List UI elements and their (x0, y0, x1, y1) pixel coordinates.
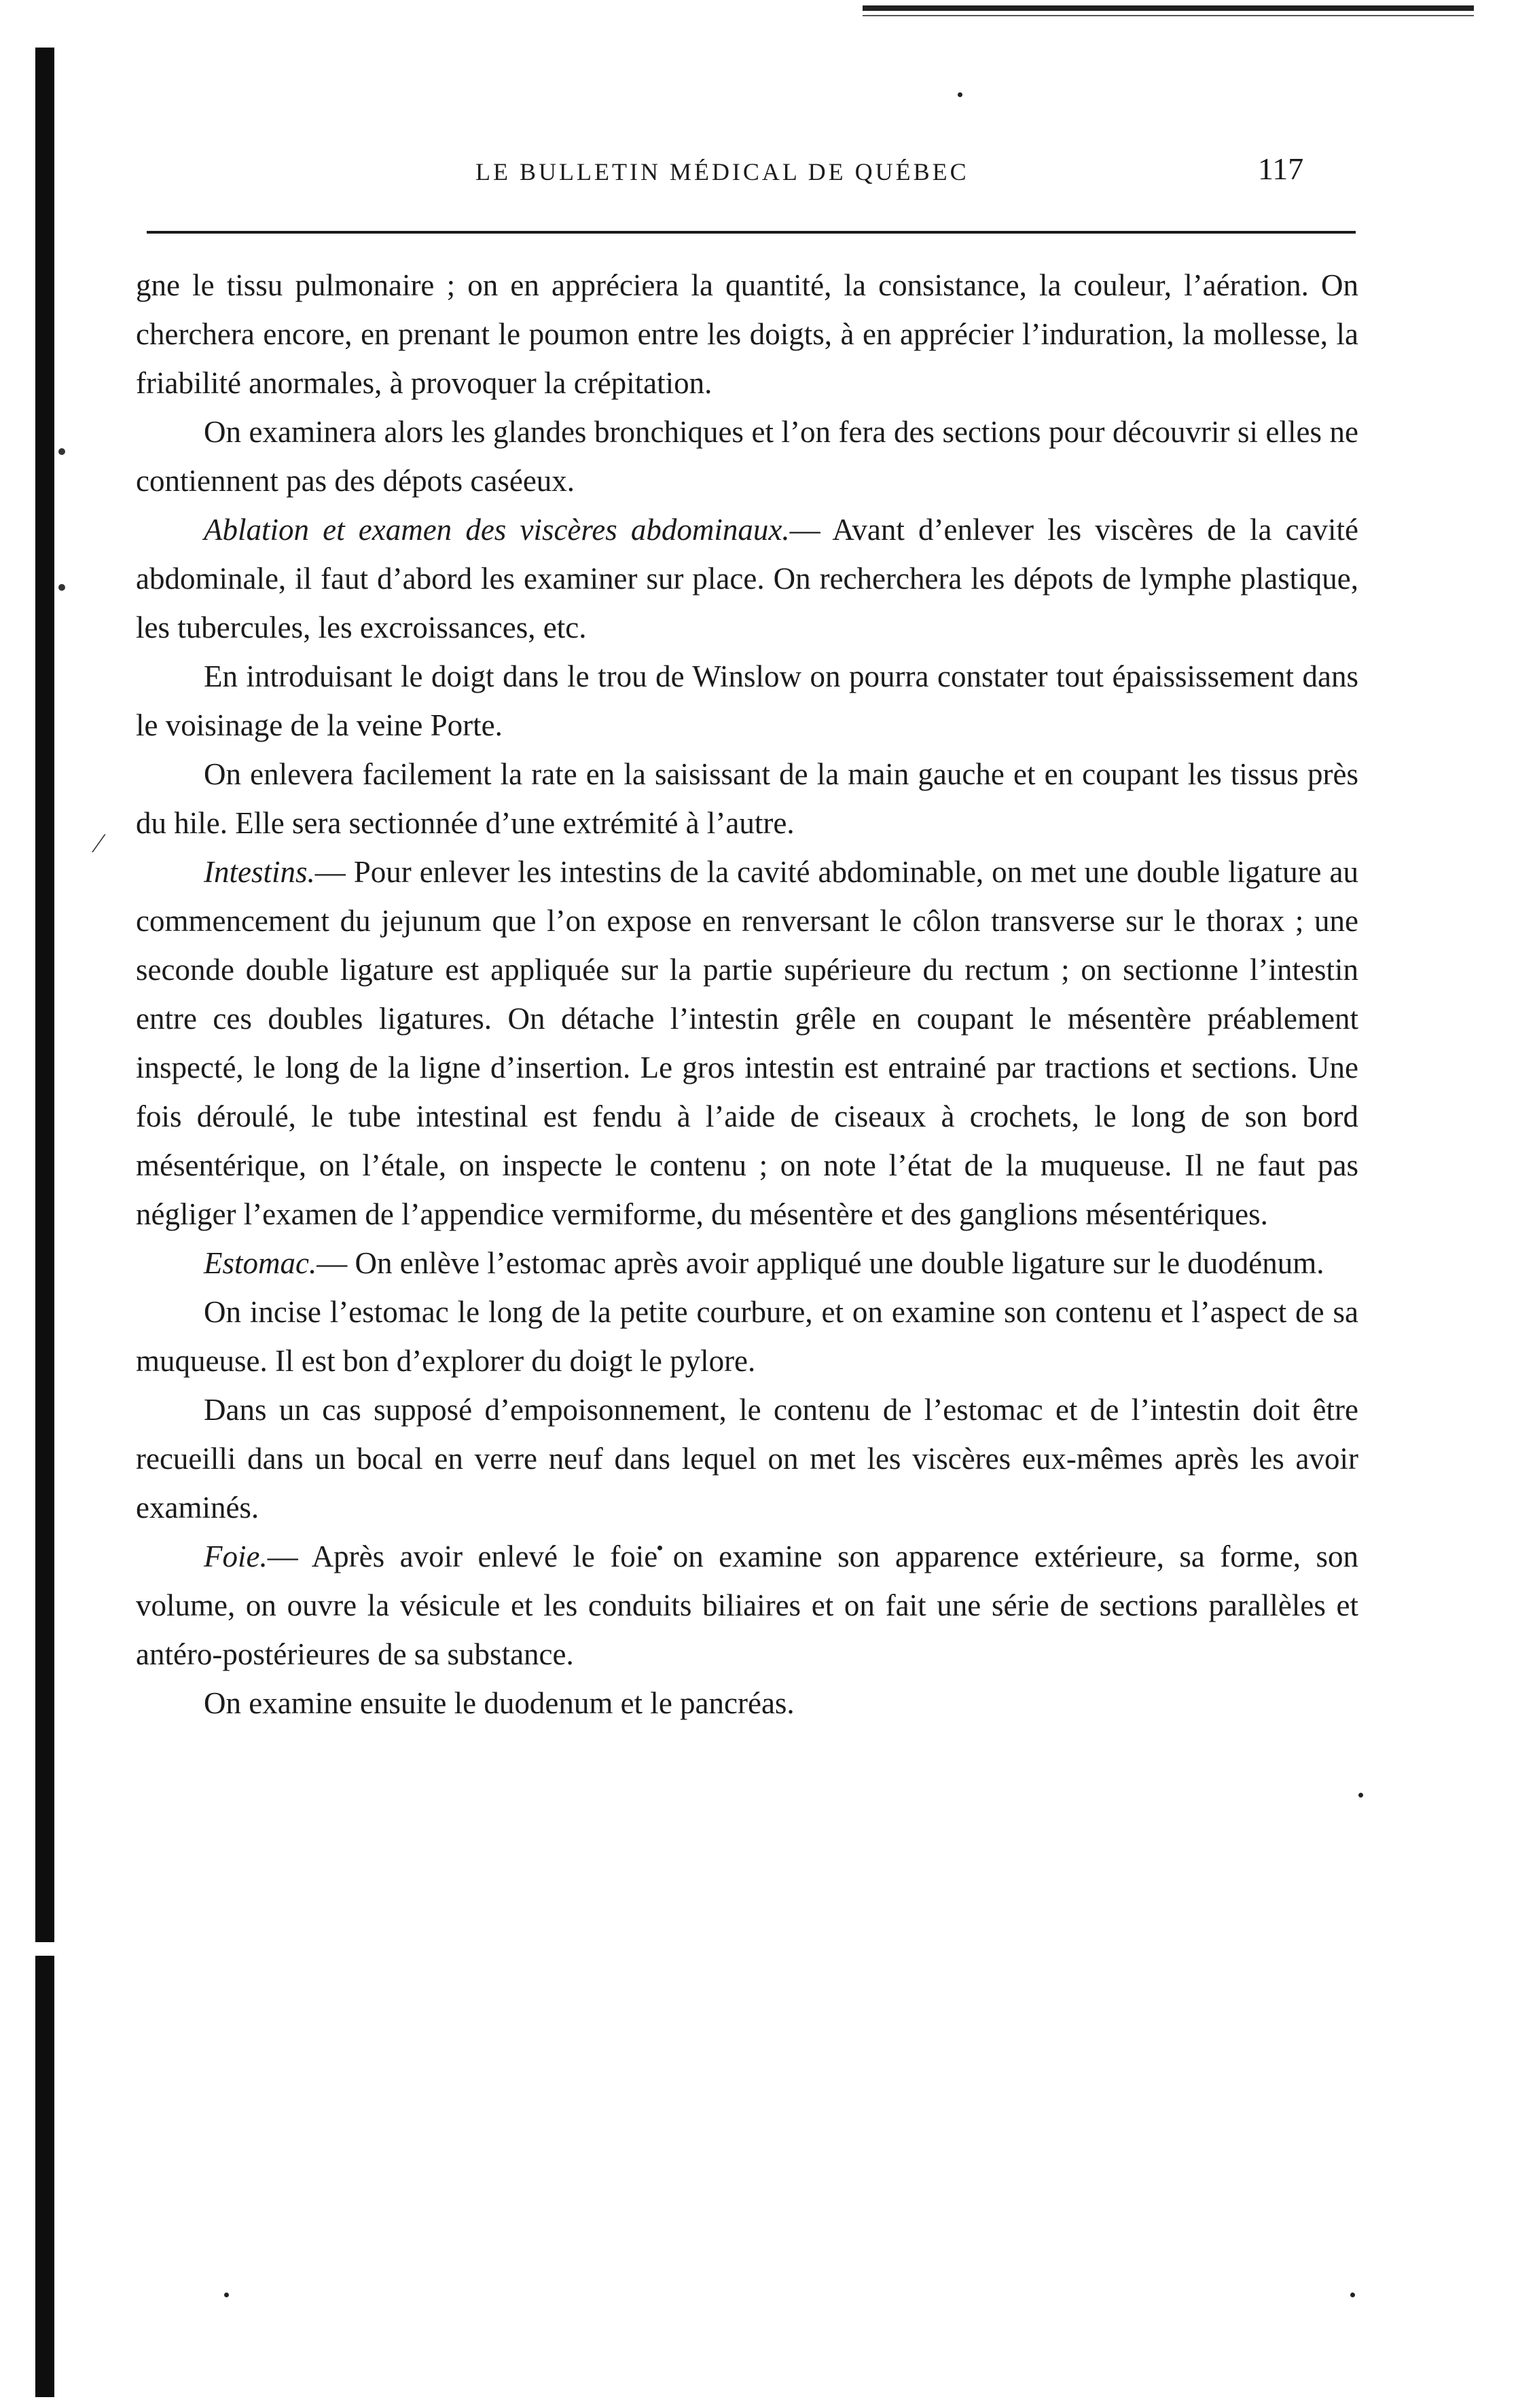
scan-top-rule (863, 5, 1474, 11)
section-heading: Intestins. (204, 855, 315, 889)
paragraph (136, 1288, 1358, 1385)
scan-dot (958, 92, 962, 97)
section-heading: Ablation et examen des viscères abdominaux. (204, 513, 790, 547)
paragraph-text: — On enlève l’estomac après avoir appliqué une double ligature sur le duodénum. (317, 1246, 1324, 1280)
paragraph-text: — Avant d’enlever les viscères de la cavité abdominale, il faut d’abord les examiner sur place. On recherchera les dépots de lymphe plastique, les tubercules, les excroissances, etc. (136, 513, 1358, 644)
paragraph (136, 407, 1358, 505)
paragraph (136, 1385, 1358, 1532)
scan-speck (58, 584, 65, 591)
paragraph (136, 1239, 1358, 1288)
page-binding-edge (35, 48, 54, 2397)
page-binding-gap (35, 1942, 54, 1956)
scan-dot (1358, 1793, 1363, 1798)
paragraph-text: — Après avoir enlevé le foie on examine son apparence extérieure, sa forme, son volume, on ouvre la vésicule et les conduits biliaires et on fait une série de sections parallèles et antéro-postérieures de sa substance. (136, 1539, 1358, 1671)
paragraph-text: Dans un cas supposé d’empoisonnement, le contenu de l’estomac et de l’intestin doit être recueilli dans un bocal en verre neuf dans lequel on met les viscères eux-mêmes après les avoir examinés. (136, 1393, 1358, 1525)
paragraph-text: — Pour enlever les intestins de la cavité abdominable, on met une double ligature au commencement du jejunum que l’on expose en renversant le côlon transverse sur le thorax ; une seconde double ligature est appliquée sur la partie supérieure du rectum ; on sectionne l’intestin entre ces doubles ligatures. On détache l’intestin grêle en coupant le mésentère préablement inspecté, le long de la ligne d’insertion. Le gros intestin est entrainé par tractions et sections. Une fois déroulé, le tube intestinal est fendu à l’aide de ciseaux à crochets, le long de son bord mésentérique, on l’étale, on inspecte le contenu ; on note l’état de la muqueuse. Il ne faut pas négliger l’examen de l’appendice vermiforme, du mésentère et des ganglions mésentériques. (136, 855, 1358, 1231)
paragraph-text: gne le tissu pulmonaire ; on en appréciera la quantité, la consistance, la couleur, l’aération. On cherchera encore, en prenant le poumon entre les doigts, à en apprécier l’induration, la mollesse, la friabilité anormales, à provoquer la crépitation. (136, 268, 1358, 400)
scan-speck (58, 448, 65, 455)
paragraph-text: On examinera alors les glandes bronchiques et l’on fera des sections pour découvrir si elles ne contiennent pas des dépots caséeux. (136, 415, 1358, 498)
paragraph-text: On incise l’estomac le long de la petite courbure, et on examine son contenu et l’aspect de sa muqueuse. Il est bon d’explorer du doigt le pylore. (136, 1295, 1358, 1378)
paragraph (136, 505, 1358, 652)
page-number: 117 (1258, 151, 1304, 186)
running-head: LE BULLETIN MÉDICAL DE QUÉBEC (475, 158, 969, 185)
margin-mark: ⁄ (96, 828, 101, 858)
paragraph-text: En introduisant le doigt dans le trou de Winslow on pourra constater tout épaississement dans le voisinage de la veine Porte. (136, 659, 1358, 742)
paragraph (136, 847, 1358, 1239)
section-heading: Estomac. (204, 1246, 317, 1280)
paragraph (136, 652, 1358, 750)
paragraph (136, 261, 1358, 407)
paragraph (136, 1679, 1358, 1728)
section-heading: Foie. (204, 1539, 268, 1573)
paragraph-text: On enlevera facilement la rate en la saisissant de la main gauche et en coupant les tissus près du hile. Elle sera sectionnée d’une extrémité à l’autre. (136, 757, 1358, 840)
scan-dot (1350, 2293, 1355, 2297)
paragraph-text: On examine ensuite le duodenum et le pancréas. (204, 1686, 795, 1720)
paragraph (136, 1532, 1358, 1679)
scan-top-rule-thin (863, 15, 1474, 16)
paragraph (136, 750, 1358, 847)
header-rule (147, 231, 1356, 234)
scan-dot (224, 2293, 229, 2297)
page-body (136, 261, 1358, 1728)
